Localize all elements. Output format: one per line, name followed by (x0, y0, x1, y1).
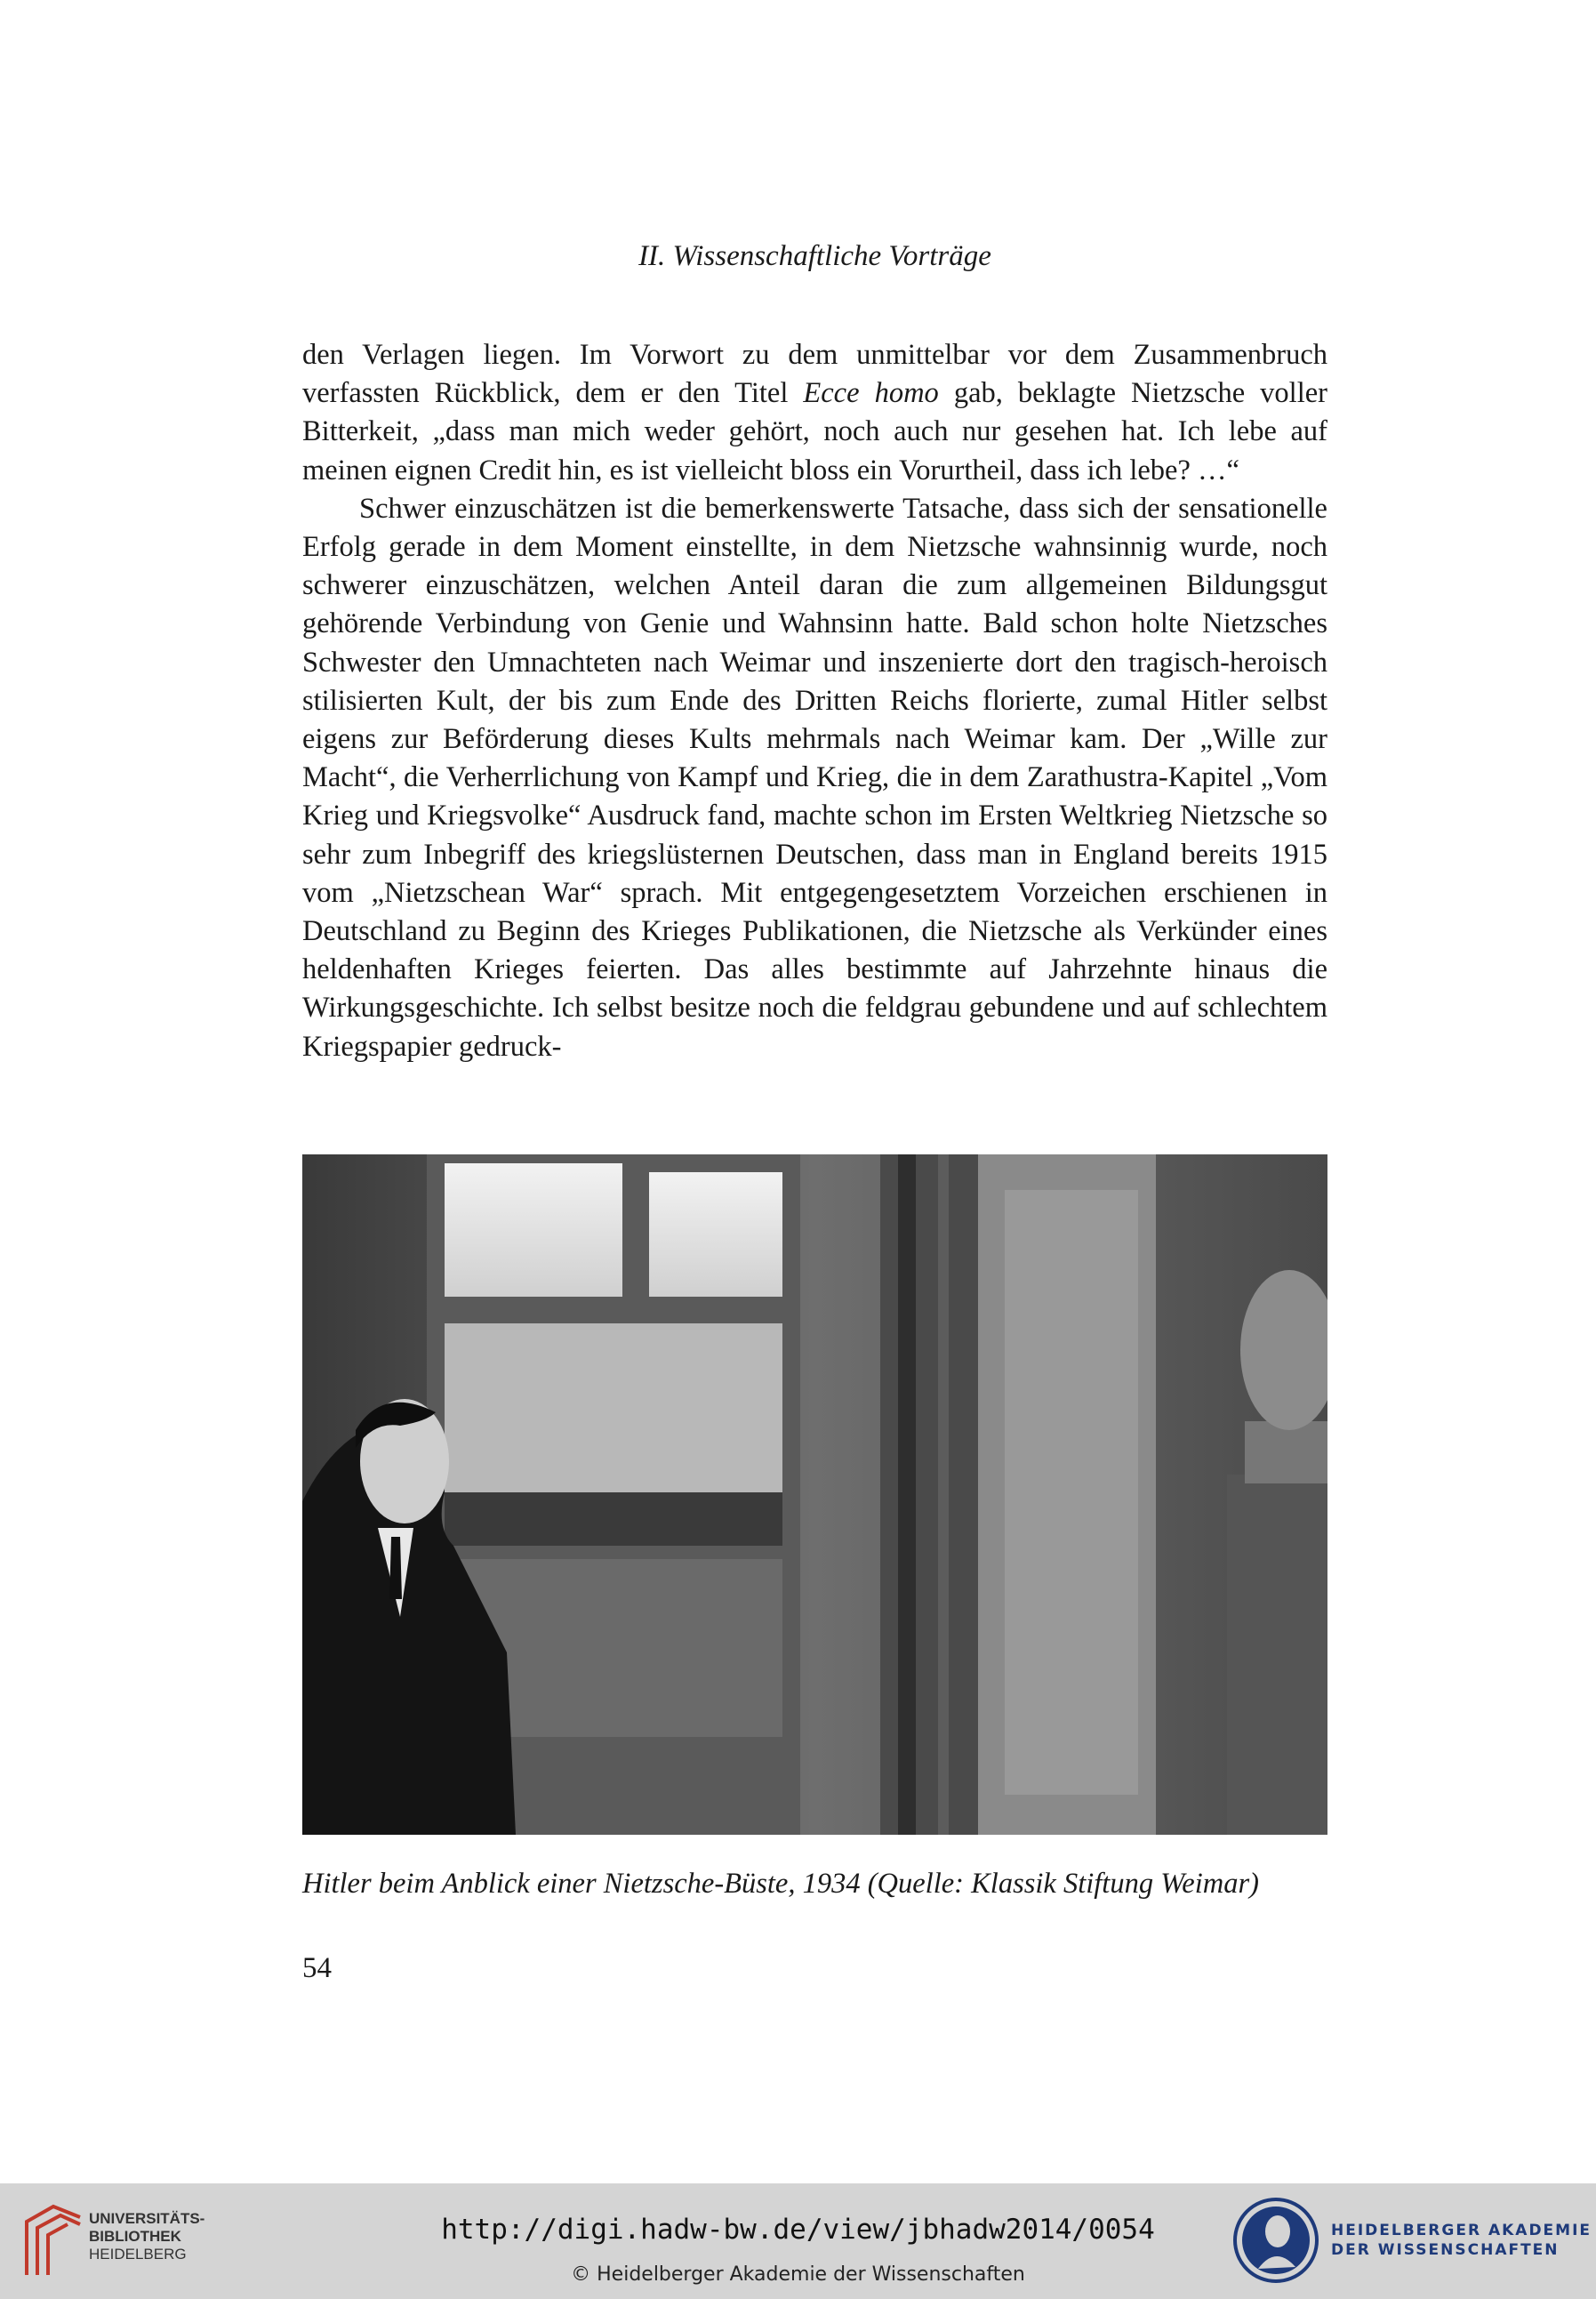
body-text (302, 336, 1327, 1066)
paragraph-1: den Verlagen liegen. Im Vorwort zu dem unmittelbar vor dem Zusammenbruch verfassten Rückblick, dem er den Titel Ecce homo gab, beklagte Nietzsche voller Bitterkeit, „dass man mich weder gehört, noch auch nur gesehen hat. Ich lebe auf meinen eignen Credit hin, es ist vielleicht bloss ein Vorurtheil, dass ich lebe? …“ (302, 339, 1327, 486)
running-head: II. Wissenschaftliche Vorträge (638, 240, 991, 272)
footer-bar (0, 2183, 1596, 2299)
figure-caption: Hitler beim Anblick einer Nietzsche-Büste, 1934 (Quelle: Klassik Stiftung Weimar) (302, 1868, 1259, 1900)
paragraph-2: Schwer einzuschätzen ist die bemerkenswerte Tatsache, dass sich der sensationelle Erfolg gerade in dem Moment einstellte, in dem Nietzsche wahnsinnig wurde, noch schwerer einzuschätzen, welchen Anteil daran die zum allgemeinen Bildungsgut gehörende Verbindung von Genie und Wahnsinn hatte. Bald schon holte Nietzsches Schwester den Umnachteten nach Weimar und inszenierte dort den tragisch-heroisch stilisierten Kult, der bis zum Ende des Dritten Reichs florierte, zumal Hitler selbst eigens zur Beförderung dieses Kults mehrmals nach Weimar kam. Der „Wille zur Macht“, die Verherrlichung von Kampf und Krieg, die in dem Zarathustra-Kapitel „Vom Krieg und Kriegsvolke“ Ausdruck fand, machte schon im Ersten Weltkrieg Nietzsche so sehr zum Inbegriff des kriegslüsternen Deutschen, dass man in England bereits 1915 vom „Nietzschean War“ sprach. Mit entgegengesetztem Vorzeichen erschienen in Deutschland zu Beginn des Krieges Publikationen, die Nietzsche als Verkünder eines heldenhaften Krieges feierten. Das alles bestimmte auf Jahrzehnte hinaus die Wirkungsgeschichte. Ich selbst besitze noch die feldgrau gebundene und auf schlechtem Kriegspapier gedruck- (302, 492, 1327, 1063)
document-url-link[interactable]: http://digi.hadw-bw.de/view/jbhadw2014/0054 (441, 2214, 1155, 2246)
academy-name: HEIDELBERGER AKADEMIE DER WISSENSCHAFTEN (1331, 2222, 1592, 2259)
library-name: UNIVERSITÄTS- BIBLIOTHEK HEIDELBERG (89, 2210, 205, 2263)
academy-seal-icon (1231, 2196, 1320, 2285)
copyright-notice: © Heidelberger Akademie der Wissenschaften (571, 2263, 1025, 2286)
historical-photograph (302, 1154, 1327, 1835)
page-number: 54 (302, 1952, 332, 1984)
title-italic: Ecce homo (803, 377, 939, 410)
